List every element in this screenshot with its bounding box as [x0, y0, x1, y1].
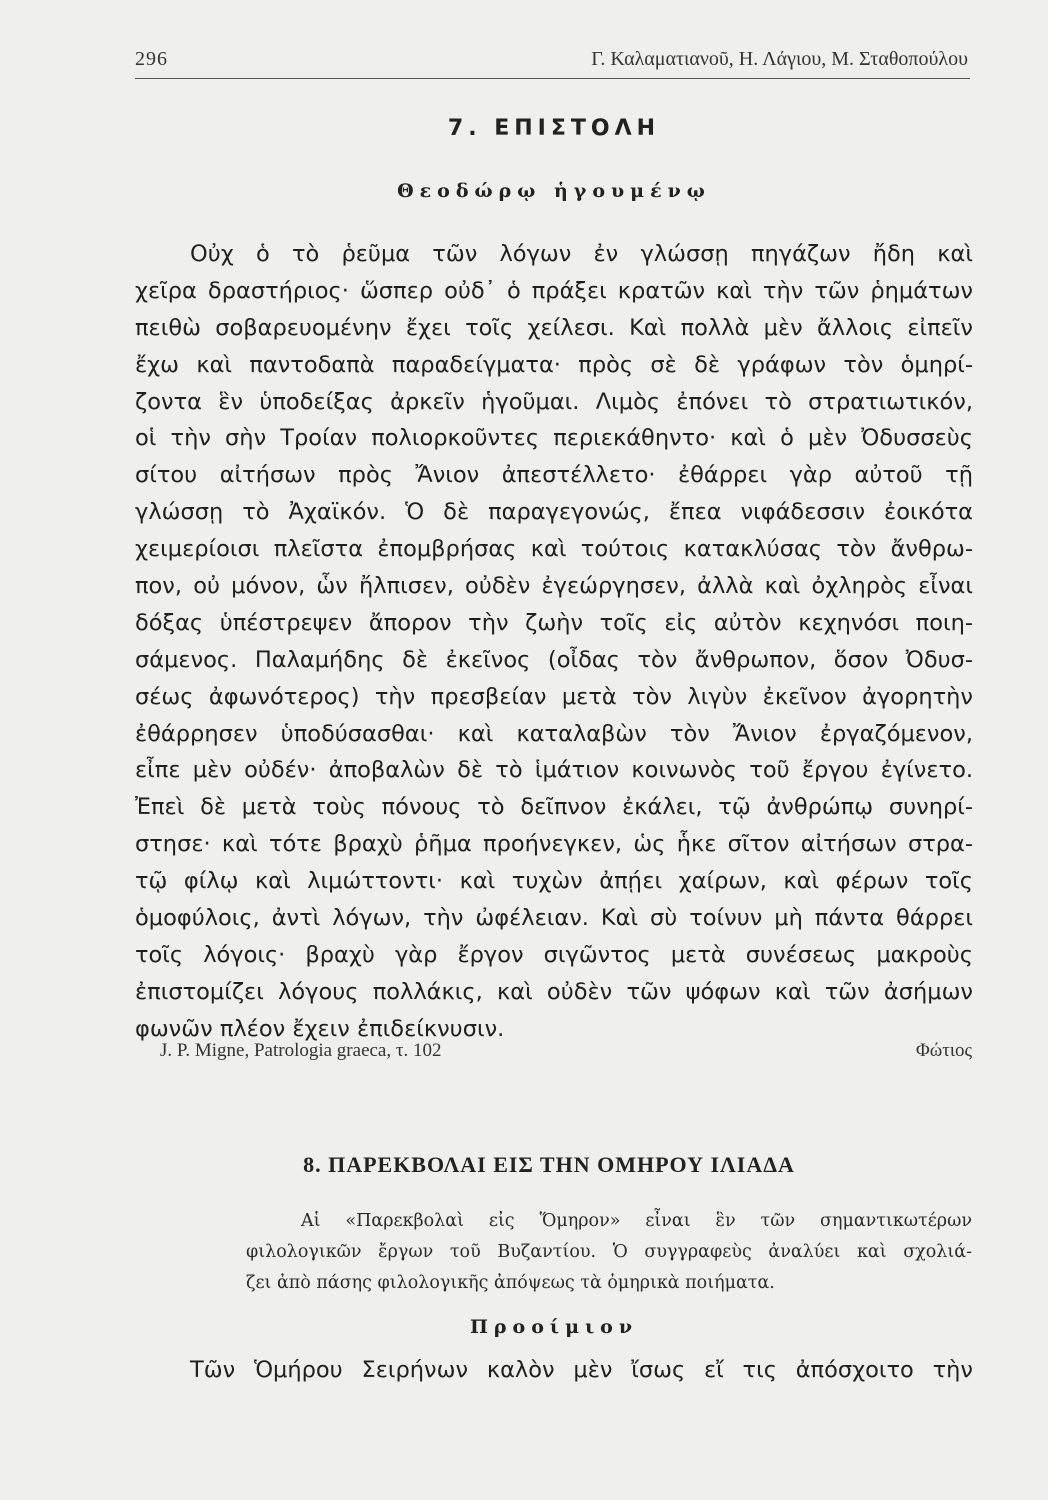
text-line: ἐθάρρησεν ὑποδύσασθαι· καὶ καταλαβὼν τὸν Ἄνιον ἐργαζόμενον, [135, 720, 973, 747]
citation-author: Φώτιος [915, 1040, 972, 1061]
text-line: ἐπιστομίζει λόγους πολλάκις, καὶ οὐδὲν τῶν ψόφων καὶ τῶν ἀσήμων [135, 978, 973, 1005]
intro-line: Αἱ «Παρεκβολαὶ εἰς Ὅμηρον» εἶναι ἓν τῶν σημαντικωτέρων [301, 1211, 972, 1231]
section-7-title: 7. ΕΠΙΣΤΟΛΗ [447, 116, 661, 141]
text-line: πον, οὐ μόνον, ὧν ἤλπισεν, οὐδὲν ἐγεώργησεν, ἀλλὰ καὶ ὀχληρὸς εἶναι [135, 573, 973, 600]
text-line: ζοντα ἓν ὑποδείξας ἀρκεῖν ἡγοῦμαι. Λιμὸς ἐπόνει τὸ στρατιωτικόν, [135, 388, 973, 415]
citation-source: J. P. Migne, Patrologia graeca, τ. 102 [160, 1040, 442, 1061]
section-8-subheading: Προοίμιον [469, 1316, 639, 1338]
text-line: φωνῶν πλέον ἔχειν ἐπιδείκνυσιν. [135, 1015, 505, 1042]
text-line: χειμερίοισι πλεῖστα ἐπομβρήσας καὶ τούτοις κατακλύσας τὸν ἄνθρω- [135, 536, 973, 563]
text-line: Οὐχ ὁ τὸ ῥεῦμα τῶν λόγων ἐν γλώσσῃ πηγάζων ἤδη καὶ [190, 241, 973, 267]
text-line: ἔχω καὶ παντοδαπὰ παραδείγματα· πρὸς σὲ δὲ γράφων τὸν ὁμηρί- [135, 351, 973, 378]
intro-line: φιλολογικῶν ἔργων τοῦ Βυζαντίου. Ὁ συγγραφεὺς ἀναλύει καὶ σχολιά- [246, 1242, 972, 1262]
text-line: Ἐπεὶ δὲ μετὰ τοὺς πόνους τὸ δεῖπνον ἐκάλει, τῷ ἀνθρώπῳ συνηρί- [135, 794, 973, 821]
section-8-intro [246, 1206, 972, 1299]
text-line: δόξας ὑπέστρεψεν ἄπορον τὴν ζωὴν τοῖς εἰς αὐτὸν κεχηνόσι ποιη- [135, 609, 973, 636]
running-title: Γ. Καλαματιανοῦ, Η. Λάγιου, Μ. Σταθοπούλου [591, 48, 968, 70]
text-line: ὁμοφύλοις, ἀντὶ λόγων, τὴν ὠφέλειαν. Καὶ σὺ τοίνυν μὴ πάντα θάρρει [135, 905, 973, 932]
text-line: τοῖς λόγοις· βραχὺ γὰρ ἔργον σιγῶντος μετὰ συνέσεως μακροὺς [135, 941, 973, 968]
text-line: οἱ τὴν σὴν Τροίαν πολιορκοῦντες περιεκάθηντο· καὶ ὁ μὲν Ὀδυσσεὺς [135, 425, 973, 452]
text-line: στησε· καὶ τότε βραχὺ ῥῆμα προήνεγκεν, ὡς ἧκε σῖτον αἰτήσων στρα- [135, 831, 973, 858]
section-8-first-line: Τῶν Ὁμήρου Σειρήνων καλὸν μὲν ἴσως εἴ τις ἀπόσχοιτο τὴν [190, 1357, 973, 1383]
text-line: γλώσσῃ τὸ Ἀχαϊκόν. Ὁ δὲ παραγεγονώς, ἔπεα νιφάδεσσιν ἐοικότα [135, 499, 973, 526]
page-header [135, 46, 970, 79]
text-line: πειθὼ σοβαρευομένην ἔχει τοῖς χείλεσι. Καὶ πολλὰ μὲν ἄλλοις εἰπεῖν [135, 314, 973, 341]
text-line: εἶπε μὲν οὐδέν· ἀποβαλὼν δὲ τὸ ἱμάτιον κοινωνὸς τοῦ ἔργου ἐγίνετο. [135, 757, 973, 784]
section-7-subtitle: Θεοδώρῳ ἡγουμένῳ [397, 180, 711, 202]
letter-body [135, 236, 973, 1048]
text-line: τῷ φίλῳ καὶ λιμώττοντι· καὶ τυχὼν ἀπῄει χαίρων, καὶ φέρων τοῖς [135, 868, 973, 895]
text-line: σέως ἀφωνότερος) τὴν πρεσβείαν μετὰ τὸν λιγὺν ἐκεῖνον ἀγορητὴν [135, 683, 973, 710]
page-number: 296 [135, 48, 168, 70]
text-line: χεῖρα δραστήριος· ὥσπερ οὐδ᾽ ὁ πράξει κρατῶν καὶ τὴν τῶν ῥημάτων [135, 277, 973, 304]
text-line: σάμενος. Παλαμήδης δὲ ἐκεῖνος (οἶδας τὸν ἄνθρωπον, ὅσον Ὀδυσ- [135, 646, 973, 673]
section-8-title: 8. ΠΑΡΕΚΒΟΛΑΙ ΕΙΣ ΤΗΝ ΟΜΗΡΟΥ ΙΛΙΑΔΑ [303, 1152, 795, 1177]
intro-line: ζει ἀπὸ πάσης φιλολογικῆς ἀπόψεως τὰ ὁμηρικὰ ποιήματα. [246, 1273, 775, 1293]
text-line: σίτου αἰτήσων πρὸς Ἄνιον ἀπεστέλλετο· ἐθάρρει γὰρ αὐτοῦ τῇ [135, 462, 973, 489]
